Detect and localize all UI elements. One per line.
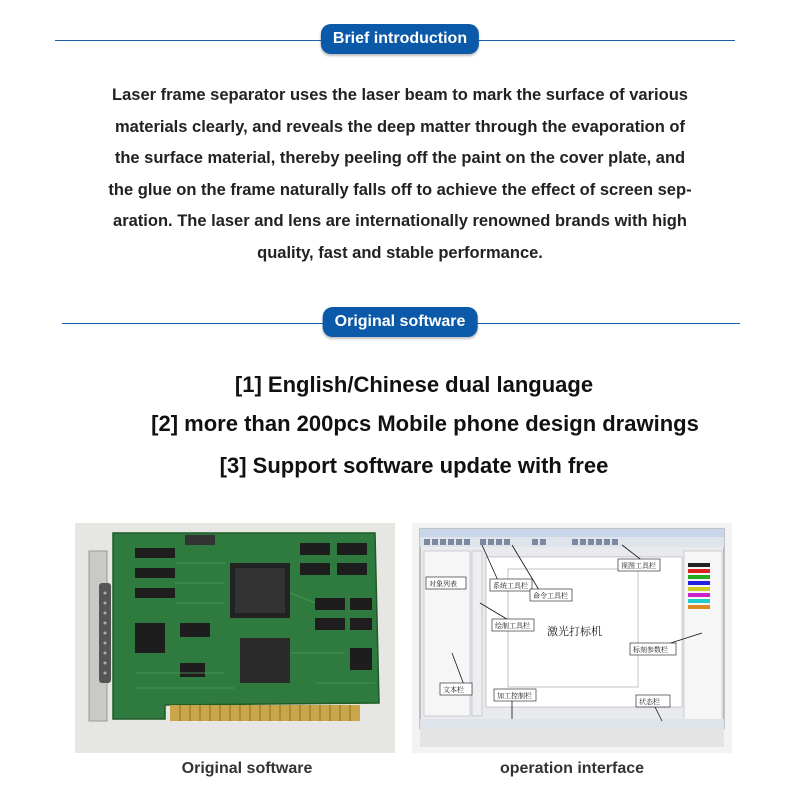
original-software-title: Original software [323,307,478,337]
callout-text-bar: 文本栏 [443,686,464,694]
intro-paragraph [60,80,740,269]
canvas-sample-text: 激光打标机 [547,625,602,638]
callout-marking-params: 标刻参数栏 [633,646,668,654]
callout-view-toolbar: 视图工具栏 [621,562,656,570]
feature-dual-language: [1] English/Chinese dual language [234,372,594,397]
brief-introduction-header [0,24,800,58]
intro-line: the surface material, thereby peeling off the paint on the cover plate, and [114,149,686,167]
intro-line: quality, fast and stable performance. [257,243,543,262]
original-software-header [0,307,800,341]
callout-process-control: 加工控制栏 [497,692,532,700]
callout-system-toolbar: 系统工具栏 [493,582,528,590]
intro-line: aration. The laser and lens are internationally renowned brands with high [113,212,687,230]
intro-line: materials clearly, and reveals the deep matter through the evaporation of [114,117,686,136]
pcb-illustration [75,523,395,753]
callout-draw-toolbar: 绘制工具栏 [495,622,530,630]
software-ui-illustration [412,523,732,753]
left-image-caption: Original software [181,760,313,777]
feature-design-drawings: [2] more than 200pcs Mobile phone design drawings [151,411,699,436]
callout-status-bar: 状态栏 [639,698,660,706]
right-image-caption: operation interface [499,760,645,777]
feature-software-update: [3] Support software update with free [219,453,609,478]
brief-introduction-title: Brief introduction [321,24,479,54]
intro-line: Laser frame separator uses the laser beam to mark the surface of various [112,86,688,104]
operation-interface-image [412,523,732,753]
callout-command-toolbar: 命令工具栏 [533,592,568,600]
intro-line: the glue on the frame naturally falls off to achieve the effect of screen sep- [108,180,692,199]
pcb-control-card-image [75,523,395,753]
callout-object-list: 对象列表 [429,580,457,588]
